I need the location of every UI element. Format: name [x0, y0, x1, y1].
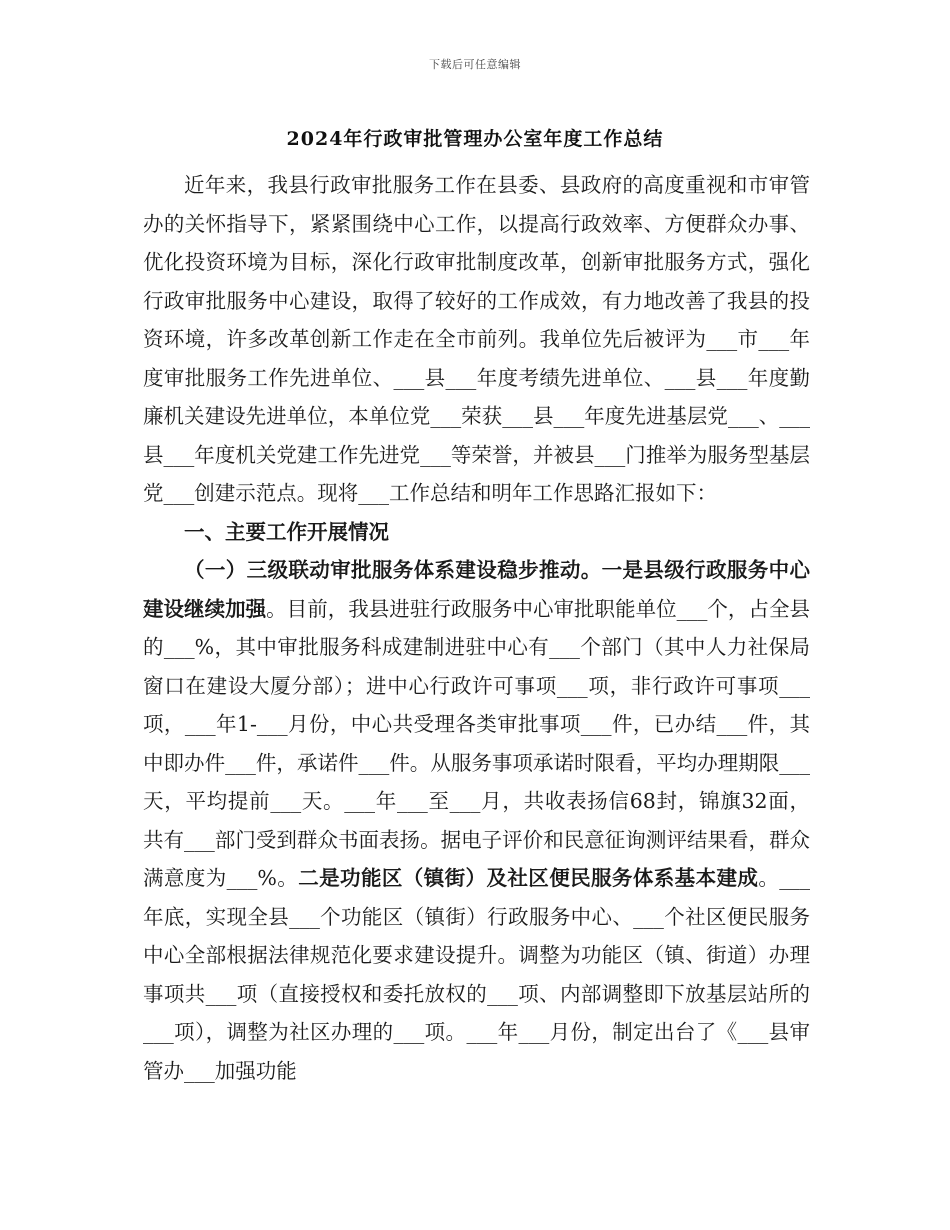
document-title: 2024年行政审批管理办公室年度工作总结 — [286, 128, 664, 150]
paragraph-text-continued: 。___年底，实现全县___个功能区（镇街）行政服务中心、___个社区便民服务中心全部根据法律规范化要求建设提升。调整为功能区（镇、街道）办理事项共___项（直接授权和委托放权的___项、内部调整即下放基层站所的___项），调整为社区办理的___项。___年___月份，制定出台了《___县审管办___加强功能 — [143, 866, 811, 1083]
subsection-point-two: 二是功能区（镇街）及社区便民服务体系基本建成 — [298, 866, 759, 890]
document-body — [143, 166, 810, 1090]
section-paragraph — [143, 551, 810, 1090]
header-note: 下载后可任意编辑 — [429, 58, 521, 71]
intro-paragraph: 近年来，我县行政审批服务工作在县委、县政府的高度重视和市审管办的关怀指导下，紧紧围绕中心工作，以提高行政效率、方便群众办事、优化投资环境为目标，深化行政审批制度改革，创新审批服务方式，强化行政审批服务中心建设，取得了较好的工作成效，有力地改善了我县的投资环境，许多改革创新工作走在全市前列。我单位先后被评为___市___年度审批服务工作先进单位、___县___年度考绩先进单位、___县___年度勤廉机关建设先进单位，本单位党___荣获___县___年度先进基层党___、___县___年度机关党建工作先进党___等荣誉，并被县___门推举为服务型基层党___创建示范点。现将___工作总结和明年工作思路汇报如下： — [143, 173, 810, 505]
subsection-lead: （一）三级联动审批服务体系建设稳步推动。一是县级行政服务中心建设继续加强 — [143, 558, 810, 621]
paragraph-text: 。目前，我县进驻行政服务中心审批职能单位___个，占全县的___%，其中审批服务科成建制进驻中心有___个部门（其中人力社保局窗口在建设大厦分部）；进中心行政许可事项___项，非行政许可事项___项，___年1-___月份，中心共受理各类审批事项___件，已办结___件，其中即办件___件，承诺件___件。从服务事项承诺时限看，平均办理期限___天，平均提前___天。___年___至___月，共收表扬信68封，锦旗32面，共有___部门受到群众书面表扬。据电子评价和民意征询测评结果看，群众满意度为___%。 — [143, 596, 811, 890]
section-heading: 一、主要工作开展情况 — [184, 519, 389, 544]
